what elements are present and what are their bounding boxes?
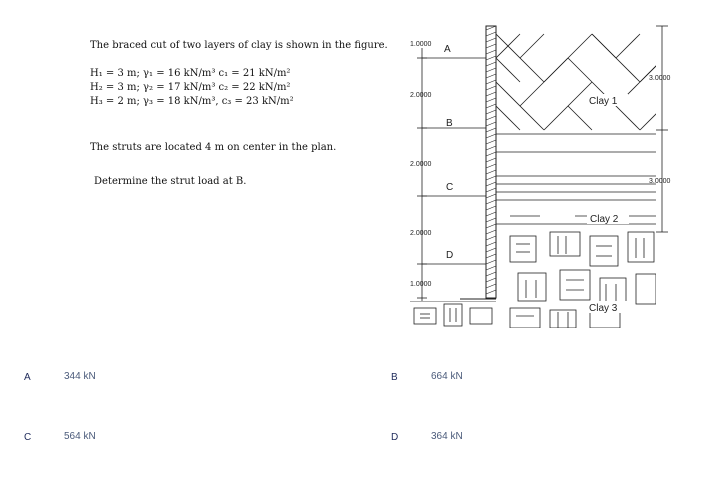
choice-a-text: 344 kN — [64, 371, 96, 382]
choice-c-letter: C — [24, 432, 32, 443]
param-line-1: H₁ = 3 m; γ₁ = 16 kN/m³ c₁ = 21 kN/m² — [90, 68, 291, 79]
choice-d[interactable] — [388, 428, 688, 448]
choice-b[interactable] — [388, 368, 688, 388]
param-line-3: H₃ = 2 m; γ₃ = 18 kN/m³, c₃ = 23 kN/m² — [90, 96, 294, 107]
choice-d-text: 364 kN — [431, 431, 463, 442]
base-hatch — [410, 301, 496, 326]
struts-note: The struts are located 4 m on center in the plan. — [90, 142, 337, 153]
choice-a-letter: A — [24, 372, 31, 383]
left-dim-label-2: 2.0000 — [410, 92, 432, 99]
left-dim-label-1: 1.0000 — [410, 41, 432, 48]
left-dim-label-4: 2.0000 — [410, 230, 432, 237]
right-dim-label-1: 3.0000 — [649, 75, 671, 82]
question-text: Determine the strut load at B. — [94, 176, 247, 187]
problem-intro: The braced cut of two layers of clay is shown in the figure. — [90, 40, 388, 51]
clay3-hatch — [510, 232, 656, 328]
strut-label-d: D — [446, 250, 454, 261]
param-line-2: H₂ = 3 m; γ₂ = 17 kN/m³ c₂ = 22 kN/m² — [90, 82, 291, 93]
strut-lines — [422, 58, 486, 264]
left-dim-label-3: 2.0000 — [410, 161, 432, 168]
braced-cut-figure — [400, 18, 690, 338]
layer-label-clay3: Clay 3 — [589, 303, 618, 314]
layer-label-clay1: Clay 1 — [589, 96, 618, 107]
choice-d-letter: D — [391, 432, 399, 443]
choice-c-text: 564 kN — [64, 431, 96, 442]
choice-a[interactable] — [20, 368, 320, 388]
left-dim-label-5: 1.0000 — [410, 281, 432, 288]
layer-label-clay2: Clay 2 — [590, 214, 619, 225]
clay2-hatch — [496, 152, 656, 224]
right-dim-label-2: 3.0000 — [649, 178, 671, 185]
strut-label-b: B — [446, 118, 453, 129]
strut-label-a: A — [444, 44, 451, 55]
choice-b-text: 664 kN — [431, 371, 463, 382]
clay1-hatch — [496, 34, 688, 130]
choice-b-letter: B — [391, 372, 398, 383]
choice-c[interactable] — [20, 428, 320, 448]
strut-label-c: C — [446, 182, 454, 193]
